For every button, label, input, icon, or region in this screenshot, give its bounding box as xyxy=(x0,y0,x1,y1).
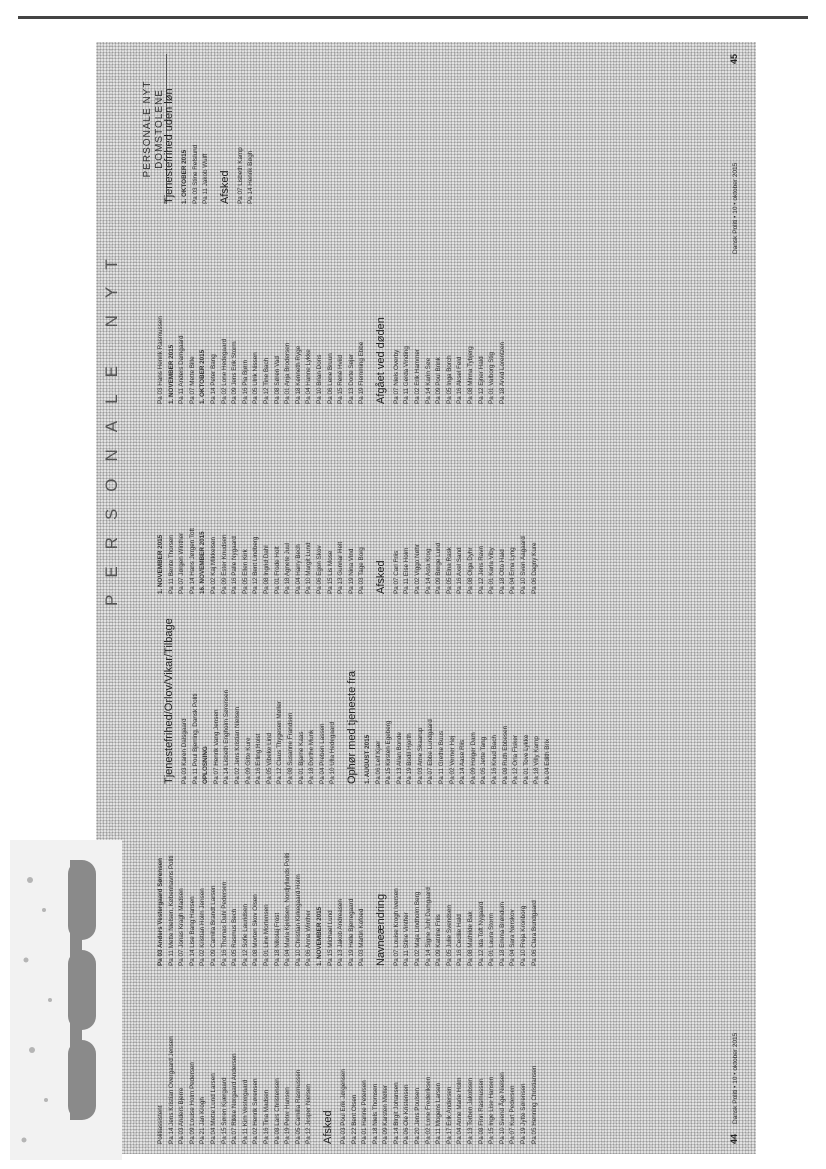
list-item: Pa 12 Orla Fisker xyxy=(512,735,520,784)
list-item: Pa 04 Mette Lund Larsen xyxy=(209,1073,217,1144)
list-item: Pa 02 Verner Høj xyxy=(448,735,456,784)
column-heading: Afsked xyxy=(321,1110,334,1144)
list-item: Pa 14 Jens Kristian Overgaard Jensen xyxy=(167,1036,175,1144)
column-heading: Tjenestefrihed/Orlov/Vikar/Tilbage xyxy=(163,618,175,784)
list-item: Pa 06 Lene Bruun xyxy=(326,353,334,404)
list-item: Pa 03 Tage Borg xyxy=(358,547,366,594)
column-heading: Ophør med tjeneste fra xyxy=(345,670,358,784)
list-item: Pa 08 Mathilde Bak xyxy=(467,911,475,966)
list-item: Pa 12 Bent Lindberg xyxy=(252,536,260,594)
list-item: Pa 14 Asta Krog xyxy=(424,548,432,594)
list-item: Pa 14 Peter Bang xyxy=(209,354,217,404)
list-item: Pa 10 Freja Kronborg xyxy=(520,905,527,966)
list-item: Pa 05 Henning Christiansen xyxy=(530,1065,538,1144)
list-item: Pa 08 Olga Dyhr xyxy=(467,547,475,594)
list-item: Pa 16 Erling Holst xyxy=(255,733,263,784)
column-1 xyxy=(156,978,540,1144)
list-item: Pa 18 Otto Hald xyxy=(498,549,506,594)
list-item: Pa 09 Karsten Møller xyxy=(382,1084,390,1144)
list-item: Pa 06 Leif Kjær xyxy=(374,740,382,784)
list-item: Pa 03 Anders Vestergaard Sørensen xyxy=(157,858,164,966)
page-number-right: 45 xyxy=(729,53,739,64)
list-item: Pa 11 Gerda Vinding xyxy=(403,346,411,404)
list-item: Pa 09 Ester Knudsen xyxy=(220,534,228,594)
list-item: Pa 03 Stine Refslund xyxy=(191,144,199,204)
section-header: PERSONALE NYT xyxy=(102,242,121,606)
list-item: Pa 02 Kristian Holm Jensen xyxy=(199,888,207,966)
list-item: Pa 11 Poul Bjerring, Dansk Politi xyxy=(191,693,199,784)
list-item: Pa 09 Gitte Kure xyxy=(244,737,252,784)
column-heading: Navneændring xyxy=(374,893,387,966)
list-item: Pa 09 Camilla Brandt Larsen xyxy=(209,885,217,966)
list-item: Pa 16 Axel Sand xyxy=(456,547,464,594)
list-item: Pa 11 Anders Damgaard xyxy=(178,335,186,404)
list-item: Pa 14 Aase Riis xyxy=(459,739,467,784)
column-6 xyxy=(156,38,257,204)
list-item: Pa 07 Mette Bille xyxy=(188,356,196,404)
list-item: Pa 16 Aksel Feld xyxy=(456,356,464,404)
list-item: Pa 08 Lars Christensen xyxy=(273,1078,281,1144)
list-item: Pa 11 Mette Nielsen, Københavns Politi xyxy=(167,855,175,966)
list-item: Pa 15 Michael Lund xyxy=(326,910,334,966)
column-3 xyxy=(156,618,554,784)
list-item: Pa 13 Allan Bonde xyxy=(395,732,403,784)
list-item: Pa 19 Jytte Sørensen xyxy=(520,1083,527,1144)
page-number-left: 44 xyxy=(729,1133,739,1144)
list-item: Pa 18 Villy Kamp xyxy=(533,736,541,784)
list-item: Pa 15 Søren Kjærgaard xyxy=(220,1077,228,1144)
column-heading: Afgået ved døden xyxy=(374,317,387,404)
list-item: Pa 09 Louise Holm Pedersen xyxy=(188,1062,196,1144)
list-item: Pa 16 Pia Bjørn xyxy=(241,359,249,404)
list-item: Pa 10 Sven Aagaard xyxy=(520,536,527,594)
list-item: Pa 07 Ebbe Lundgaard xyxy=(427,719,435,784)
top-rule xyxy=(18,16,808,19)
list-item: Pa 14 Signe Juhl Damgaard xyxy=(424,887,432,966)
column-2 xyxy=(156,800,540,966)
list-item: Pa 04 Sara Nørskov xyxy=(509,909,517,966)
list-item: Pa 18 Kenneth Ryge xyxy=(294,345,302,404)
list-item: Pa 10 Margit Lund xyxy=(305,542,313,594)
list-item: Pa 02 Maja Lindholm Berg xyxy=(414,891,422,966)
list-item: Pa 10 Christian Kirkegaard Holm xyxy=(294,874,302,966)
list-item: Pa 06 Clara Bundgaard xyxy=(530,900,538,966)
list-item: Pa 10 Brian Dons xyxy=(315,354,323,404)
list-item: 1. NOVEMBER 2015 xyxy=(157,534,164,594)
list-item: Pa 01 Frode Holt xyxy=(273,546,281,594)
footer-right: Dansk Politi • 10 • oktober 2015 xyxy=(732,162,739,254)
list-item: Pa 05 Vibeke Lind xyxy=(265,733,273,784)
list-item: Pa 18 Agnete Juul xyxy=(284,542,292,594)
list-item: Pa 07 Kurt Pedersen xyxy=(509,1085,517,1144)
list-item: Pa 08 Susanne Frandsen xyxy=(286,712,294,784)
list-item: Pa 07 Jørgen Winther xyxy=(178,532,186,594)
list-item: Pa 14 Lise Bang Hansen xyxy=(188,896,196,966)
list-item: Pa 14 Henrik Bøgh xyxy=(247,150,255,204)
list-item: Pa 06 Egon Skov xyxy=(315,545,323,594)
list-item: Pa 11 Else Holm xyxy=(403,547,411,594)
list-item: Pa 05 Julie Svendsen xyxy=(445,905,453,966)
list-item: 16. NOVEMBER 2015 xyxy=(199,531,207,594)
list-item: Pa 04 Harry Bech xyxy=(294,544,302,594)
list-item: Pa 19 Nina Vind xyxy=(347,548,355,594)
list-item: Pa 01 Hanne Petersen xyxy=(361,1080,369,1144)
list-item: Pa 02 Viggo Nøhr xyxy=(414,544,422,594)
list-item: Pa 02 Lone Frederiksen xyxy=(424,1076,432,1144)
list-item: Pa 18 Arvid Lorentzen xyxy=(498,342,506,404)
list-item: Pa 10 Svend Åge Nielsen xyxy=(498,1072,506,1144)
list-item: Pa 21 Jan Krogh xyxy=(199,1097,207,1144)
list-item: Pa 18 Niels Thomsen xyxy=(371,1083,379,1144)
list-item: Pa 01 Tove Lykke xyxy=(522,734,530,784)
list-item: Pa 11 Mogens Larsen xyxy=(435,1082,443,1144)
list-item: Pa 01 Anja Brodersen xyxy=(284,342,292,404)
list-item: Pa 12 Tine Bach xyxy=(262,357,270,404)
list-item: Pa 04 Preben Lassen xyxy=(318,723,326,784)
list-item: Pa 04 Anne Marie Holm xyxy=(456,1077,464,1144)
list-item: Pa 09 Børge Lund xyxy=(435,542,443,594)
list-item: Pa 05 Inga Borch xyxy=(445,355,453,404)
list-item: Pa 07 Henrik Vang Jensen xyxy=(212,709,220,784)
list-item: Pa 10 Ulla Hedegaard xyxy=(329,722,337,784)
list-item: Pa 04 Erna Lyng xyxy=(509,547,517,594)
list-item: Pa 03 Hans Henrik Rasmussen xyxy=(157,316,164,404)
list-item: Pa 07 Carl Friis xyxy=(392,550,400,594)
list-item: Pa 01 Line Mortensen xyxy=(262,904,270,966)
list-item: Pa 08 Minna Tybjerg xyxy=(467,346,475,404)
list-item: Pa 19 Bodil Hjorth xyxy=(406,733,414,784)
list-item: Pa 13 Gunnar Helt xyxy=(337,541,345,594)
column-heading: Afsked xyxy=(218,170,231,204)
list-item: OPLOSNING xyxy=(202,746,210,784)
list-item: Pa 04 Maria Kjeldsen, Nordjyllands Politi xyxy=(284,852,292,966)
list-item: Pa 19 Peter Hansen xyxy=(284,1087,292,1144)
list-item: Pa 03 Poul Erik Jørgensen xyxy=(339,1069,347,1144)
list-item: Pa 02 Jens Kristian Nielsen xyxy=(233,706,241,784)
list-item: Pa 08 Søren Vad xyxy=(273,356,281,404)
list-item: Pa 17 Erik Andersen xyxy=(445,1086,453,1144)
list-item: Pa 11 Kim Vestergaard xyxy=(241,1079,249,1144)
list-item: Pa 05 Ulrik Nissen xyxy=(252,352,260,404)
box-title: PERSONALE NYT DOMSTOLENE xyxy=(142,54,167,204)
footer-left: Dansk Politi • 10 • oktober 2015 xyxy=(732,1032,739,1124)
list-item: Pa 05 Elna Rask xyxy=(445,547,453,594)
list-item: Pa 11 Grethe Buus xyxy=(438,730,446,784)
list-item: Pa 13 Jakob Andreasen xyxy=(337,899,345,966)
list-item: Pa 13 Dorte Sejer xyxy=(347,353,355,404)
list-item: Pa 07 Louise Krogh Iversen xyxy=(392,888,400,966)
column-heading: Afsked xyxy=(374,560,387,594)
list-item: Pa 01 Karla Viby xyxy=(488,547,496,594)
rotated-spread xyxy=(96,42,756,1154)
list-item: Pa 05 Rasmus Bech xyxy=(231,908,239,966)
list-item: Pa 18 Dorthe Munk xyxy=(308,729,316,784)
list-item: Pa 05 Ellen Kirk xyxy=(241,549,249,594)
list-item: Pa 09 Jens Erik Storm xyxy=(231,341,239,404)
list-item: Pa 18 Emma Brøndum xyxy=(498,901,506,966)
list-item: Pa 04 Edith Brix xyxy=(544,738,551,784)
list-item: Pa 16 Thomas Dahl Pedersen xyxy=(220,881,228,966)
list-item: Pa 11 Bente Thorsen xyxy=(167,535,175,594)
list-item: Pa 18 Nikolaj Frost xyxy=(273,912,281,966)
list-item: Pa 12 Jens Ravn xyxy=(477,546,485,594)
list-item: Pa 08 Ruth Ebbesen xyxy=(501,725,509,784)
list-item: Pa 12 Ida Toft Nygaard xyxy=(477,901,485,966)
list-item: Pa 03 Arne Skaarup xyxy=(416,727,424,784)
list-item: Pa 16 Cecilie Hald xyxy=(456,914,464,966)
list-item: Pa 08 Morten Skov Olsen xyxy=(252,894,260,966)
list-item: Pa 12 Claus Thygesen Møller xyxy=(276,701,284,784)
list-item: 1. AUGUST 2015 xyxy=(363,734,371,784)
list-item: Pa 04 Hanne Lykke xyxy=(305,349,313,404)
list-item: Pa 19 Flemming Ebbe xyxy=(358,341,366,404)
list-item: Pa 02 Kaj Mikkelsen xyxy=(209,536,217,594)
list-item: Pa 11 Jakob Wulff xyxy=(202,153,210,204)
list-item: 1. OKTOBER 2015 xyxy=(199,349,207,404)
list-item: Pa 06 Dagny Kure xyxy=(530,542,538,594)
list-item: Pa 08 Ingrid Dahl xyxy=(262,545,270,594)
list-item: Pa 16 Tina Madsen xyxy=(262,1089,270,1144)
list-item: Pa 16 Palle Nygaard xyxy=(231,536,239,594)
list-item: Pa 05 Jette Tang xyxy=(480,736,488,784)
list-item: Pa 03 Karen Dalsgaard xyxy=(181,718,188,784)
list-item: Pa 12 Sofie Lauridsen xyxy=(241,904,249,966)
list-item: Pa 12 Ejner Hald xyxy=(477,356,485,404)
list-item: Pa 15 Inge Lise Hansen xyxy=(488,1076,496,1144)
list-item: Pa 07 Jonas Kragh Madsen xyxy=(178,888,186,966)
list-item: Pa 14 Lisbeth Engholm Sørensen xyxy=(223,689,231,784)
list-item: Pa 01 Bjarne Kaas xyxy=(297,731,305,784)
list-item: Pa 03 Anders Bjerre xyxy=(178,1087,186,1144)
column-heading: Tjenestefrihed uden løn xyxy=(163,88,175,204)
list-item: Politiassistent xyxy=(157,1105,164,1144)
list-item: Pa 02 Lone Hedegaard xyxy=(220,338,228,404)
list-item: Pa 06 Ole Kristensen xyxy=(403,1084,411,1144)
list-item: Pa 15 Kirsten Egeberg xyxy=(385,720,393,784)
list-item: Pa 02 Henrik Sørensen xyxy=(252,1078,260,1144)
list-item: Pa 02 Erik Hammer xyxy=(414,349,422,404)
list-item: Pa 05 Camilla Rasmussen xyxy=(294,1069,302,1144)
list-item: Pa 20 Jens Poulsen xyxy=(414,1087,422,1144)
list-item: Pa 09 Holger Dam xyxy=(469,732,477,784)
list-item: Pa 01 Valborg Stig xyxy=(488,351,496,404)
list-item: Pa 14 Birgit Johansen xyxy=(392,1082,400,1144)
list-item: Pa 07 Lisbeth Kamp xyxy=(236,147,244,204)
list-item: 1. OKTOBER 2015 xyxy=(181,149,188,204)
list-item: Pa 03 Martin Kofoed xyxy=(358,908,366,966)
list-item: Pa 06 Anna Winther xyxy=(305,909,313,966)
list-item: Pa 14 Hans Jørgen Toft xyxy=(188,527,196,594)
list-item: Pa 16 Knud Bach xyxy=(491,734,499,784)
column-5 xyxy=(156,238,508,404)
list-item: Pa 15 Lis Mose xyxy=(326,550,334,594)
list-item: Pa 09 Poul Brink xyxy=(435,357,443,404)
column-4 xyxy=(156,428,540,594)
list-item: Pa 01 Laura Storm xyxy=(488,913,496,966)
list-item: Pa 14 Karin Søe xyxy=(424,357,432,404)
list-item: Pa 11 Stine Vinther xyxy=(403,912,411,966)
list-item: Pa 12 Jesper Nielsen xyxy=(305,1084,313,1144)
list-item: Pa 08 Finn Rasmussen xyxy=(477,1078,485,1144)
list-item: Pa 19 Helle Bjerregaard xyxy=(347,898,355,966)
list-item: Pa 15 René Hviid xyxy=(337,354,345,404)
list-item: Pa 07 Rikke Nørgaard Andersen xyxy=(231,1053,239,1144)
list-item: Pa 07 Niels Overby xyxy=(392,349,400,404)
list-item: Pa 22 Bent Olsen xyxy=(350,1094,358,1144)
list-item: Pa 13 Torben Jakobsen xyxy=(467,1077,475,1144)
list-item: Pa 09 Katrine Friis xyxy=(435,914,443,966)
list-item: 1. NOVEMBER 2015 xyxy=(167,344,175,404)
list-item: 1. NOVEMBER 2015 xyxy=(315,906,323,966)
